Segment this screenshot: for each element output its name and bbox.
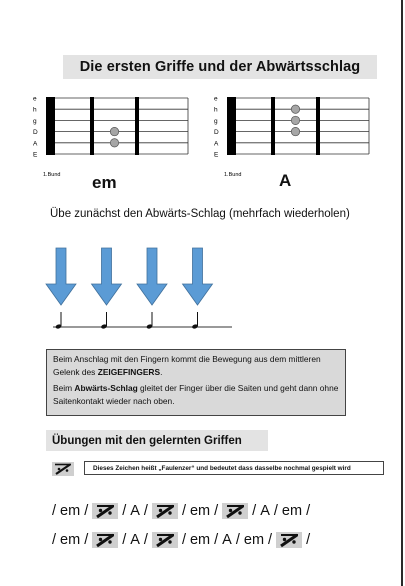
string-label: g: [214, 117, 218, 125]
progression-line-1: [52, 502, 314, 520]
beat-slash: /: [268, 532, 273, 548]
beat-slash: /: [252, 503, 257, 519]
faulenzer-repeat-icon: [222, 502, 248, 520]
string-label: D: [214, 129, 219, 137]
beat-slash: /: [214, 532, 219, 548]
beat-slash: /: [122, 532, 127, 548]
faulenzer-repeat-icon: [276, 531, 302, 549]
beat-slash: /: [306, 532, 311, 548]
info-emphasis: ZEIGEFINGERS: [97, 366, 161, 377]
chord-symbol: em: [189, 532, 211, 548]
beat-slash: /: [84, 503, 89, 519]
string-label: e: [33, 95, 37, 103]
faulenzer-repeat-icon: [92, 531, 118, 549]
page-edge: [401, 0, 403, 586]
chord-diagram-em: [33, 92, 193, 178]
progression-line-2: [52, 531, 314, 549]
page-title: Die ersten Griffe und der Abwärtsschlag: [63, 55, 377, 79]
finger-dot: [291, 116, 299, 124]
beat-slash: /: [143, 532, 148, 548]
chord-symbol: A: [130, 503, 140, 519]
string-label: E: [214, 151, 219, 159]
finger-dot: [110, 139, 118, 147]
finger-dot: [110, 127, 118, 135]
string-label: A: [33, 140, 38, 148]
chord-diagram-a: [214, 92, 374, 178]
beat-slash: /: [84, 532, 89, 548]
faulenzer-icon: [52, 462, 74, 476]
beat-slash: /: [181, 532, 186, 548]
info-text: .: [160, 366, 163, 377]
chord-name-a: A: [279, 171, 292, 190]
fret-bar: [135, 97, 139, 155]
beat-slash: /: [143, 503, 148, 519]
stroke-instruction: Übe zunächst den Abwärts-Schlag (mehrfach wiederholen): [50, 208, 350, 220]
downstroke-arrow: [183, 248, 213, 305]
chord-name-em: em: [92, 173, 117, 192]
downstroke-arrow: [92, 248, 122, 305]
chord-symbol: em: [60, 503, 81, 519]
beat-slash: /: [273, 503, 278, 519]
chord-symbol: A: [130, 532, 140, 548]
finger-dot: [291, 105, 299, 113]
fret-bar: [90, 97, 94, 155]
beat-slash: /: [214, 503, 219, 519]
exercise-heading: Übungen mit den gelernten Griffen: [46, 430, 268, 451]
chord-symbol: em: [243, 532, 265, 548]
chord-symbol: em: [281, 503, 303, 519]
technique-info-box: [46, 349, 346, 416]
nut: [46, 97, 55, 155]
string-label: e: [214, 95, 218, 103]
finger-dot: [291, 127, 299, 135]
fret-bar: [271, 97, 275, 155]
faulenzer-explanation: Dieses Zeichen heißt „Faulenzer“ und bedeutet dass dasselbe nochmal gespielt wird: [84, 461, 384, 475]
fret-bar: [316, 97, 320, 155]
beat-slash: /: [235, 532, 240, 548]
chord-symbol: A: [222, 532, 232, 548]
downstroke-arrow: [46, 248, 76, 305]
info-paragraph-1: [53, 353, 339, 378]
chord-symbol: em: [189, 503, 211, 519]
faulenzer-repeat-icon: [152, 531, 178, 549]
chord-symbol: em: [60, 532, 81, 548]
beat-slash: /: [52, 532, 57, 548]
fret-label: 1.Bund: [43, 172, 61, 178]
string-label: E: [33, 151, 38, 159]
downstroke-exercise: [40, 245, 240, 335]
faulenzer-repeat-icon: [92, 502, 118, 520]
info-paragraph-2: [53, 382, 339, 407]
chord-symbol: A: [260, 503, 270, 519]
faulenzer-repeat-icon: [152, 502, 178, 520]
fret-label: 1.Bund: [224, 172, 242, 178]
downstroke-arrow: [137, 248, 167, 305]
nut: [227, 97, 236, 155]
string-label: D: [33, 129, 38, 137]
string-label: g: [33, 117, 37, 125]
info-text: Beim: [53, 383, 75, 394]
beat-slash: /: [52, 503, 57, 519]
beat-slash: /: [122, 503, 127, 519]
info-text: gleitet der Finger über die Saiten und geht dann ohne Saitenkontakt wieder nach oben.: [53, 383, 339, 406]
string-label: h: [214, 106, 218, 114]
beat-slash: /: [306, 503, 311, 519]
string-label: A: [214, 140, 219, 148]
info-text: Beim Anschlag mit den Fingern kommt die Bewegung aus dem mittleren Gelenk des: [53, 354, 321, 377]
info-emphasis: Abwärts-Schlag: [74, 383, 138, 394]
string-label: h: [33, 106, 37, 114]
beat-slash: /: [181, 503, 186, 519]
